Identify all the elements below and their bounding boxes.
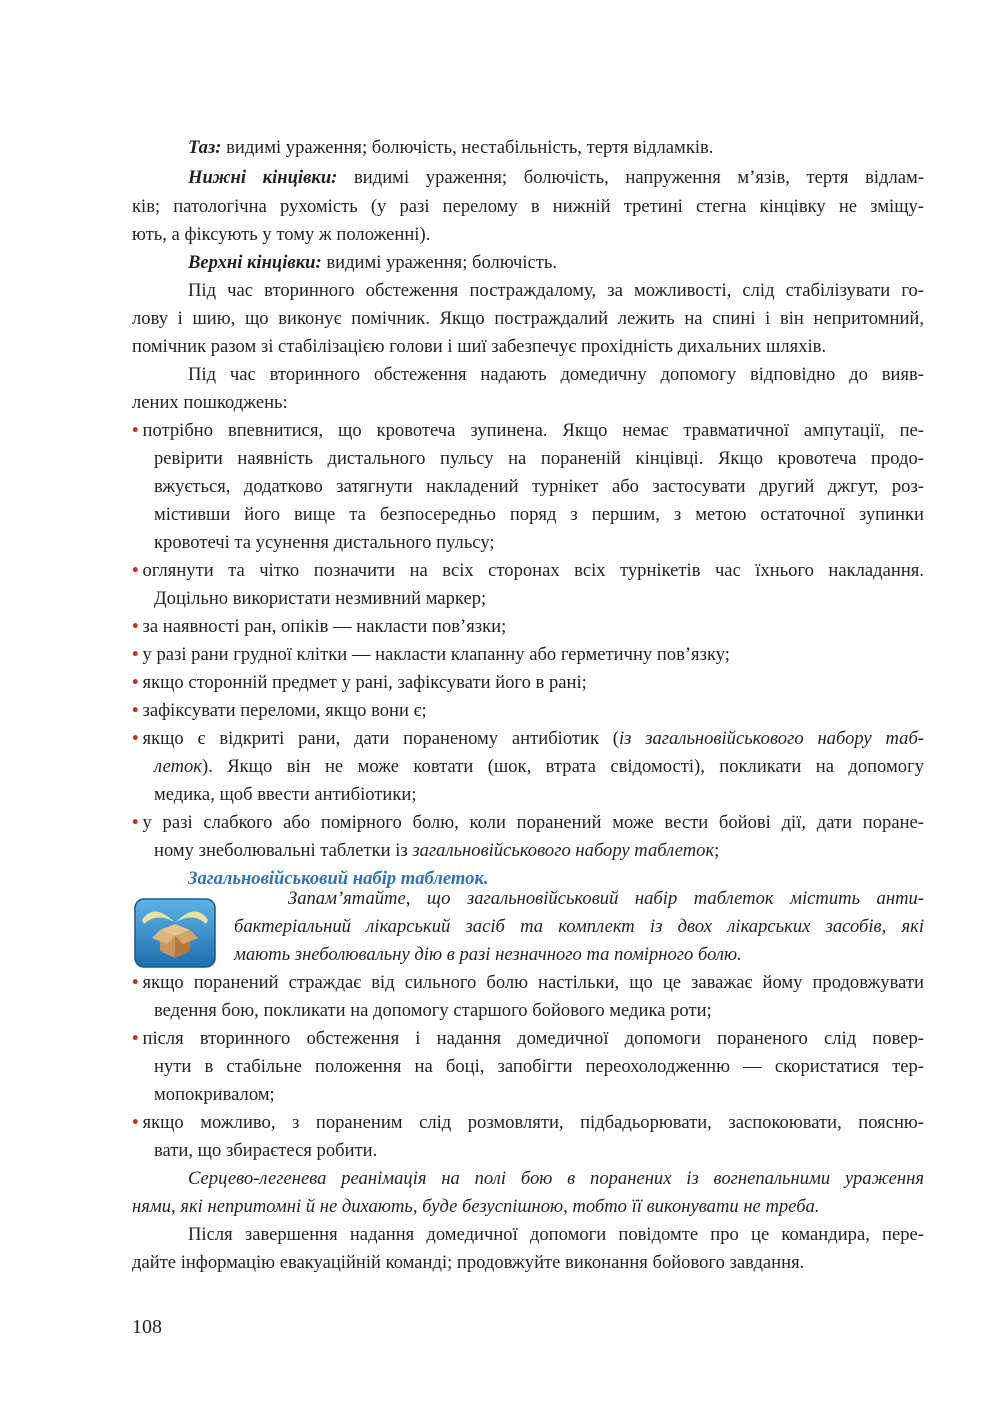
list-item-continuation: кровотечі та усунення дистального пульсу; — [154, 532, 495, 553]
bullet-icon: • — [132, 700, 139, 721]
section-heading: Загальновійськовий набір таблеток. — [188, 868, 489, 889]
note-line: Запам’ятайте, що загальновійськовий набір таблеток містить анти- — [288, 888, 924, 909]
list-item-continuation: ревірити наявність дистального пульсу на пораненій кінцівці. Якщо кровотеча продо- — [154, 448, 924, 469]
paragraph-line: дайте інформацію евакуаційній команді; продовжуйте виконання бойового завдання. — [132, 1252, 805, 1273]
upper-limbs-term: Верхні кінцівки: — [188, 252, 322, 273]
lower-limbs-text: видимі ураження; болючість, напруження м’язів, тертя відлам- — [337, 167, 924, 188]
list-item: • потрібно впевнитися, що кровотеча зупинена. Якщо немає травматичної ампутації, пе- — [132, 420, 924, 441]
bullet-icon: • — [132, 420, 139, 441]
bullet-icon: • — [132, 972, 139, 993]
list-item-continuation: леток). Якщо він не може ковтати (шок, втрата свідомості), покликати на допомогу — [154, 756, 924, 777]
list-item-continuation: містивши його вище та безпосередньо поряд з першим, з метою остаточної зупинки — [154, 504, 924, 525]
list-item-continuation: ведення бою, покликати на допомогу старшого бойового медика роти; — [154, 1000, 712, 1021]
list-item: • якщо можливо, з пораненим слід розмовляти, підбадьорювати, заспокоювати, поясню- — [132, 1112, 924, 1133]
list-item: • оглянути та чітко позначити на всіх сторонах всіх турнікетів час їхнього накладання. — [132, 560, 924, 581]
bullet-icon: • — [132, 812, 139, 833]
note-line: мають знеболювальну дію в разі незначного та помірного болю. — [234, 944, 742, 965]
list-item-continuation: мопокривалом; — [154, 1084, 275, 1105]
paragraph-line: Під час вторинного обстеження надають домедичну допомогу відповідно до вияв- — [188, 364, 924, 385]
cpr-note-line: нями, які непритомні й не дихають, буде безуспішною, тобто її виконувати не треба. — [132, 1196, 820, 1217]
cpr-note-line: Серцево-легенева реанімація на полі бою в поранених із вогнепальними ураження — [188, 1168, 924, 1189]
list-item-continuation: ному знеболювальні таблетки із загальновійськового набору таблеток; — [154, 840, 720, 861]
paragraph-line: лених пошкоджень: — [132, 392, 288, 413]
note-line: бактеріальний лікарський засіб та комплект із двох лікарських засобів, які — [234, 916, 924, 937]
bullet-icon: • — [132, 1028, 139, 1049]
pelvis-text: видимі ураження; болючість, нестабільність, тертя відламків. — [221, 137, 714, 158]
lower-limbs-line — [188, 165, 924, 191]
bullet-icon: • — [132, 1112, 139, 1133]
bullet-icon: • — [132, 560, 139, 581]
paragraph-line: Після завершення надання домедичної допомоги повідомте про це командира, пере- — [188, 1224, 924, 1245]
pelvis-line — [188, 135, 980, 161]
bullet-icon: • — [132, 728, 139, 749]
list-item-continuation: вати, що збираєтеся робити. — [154, 1140, 378, 1161]
paragraph-line: Під час вторинного обстеження постраждалому, за можливості, слід стабілізувати го- — [188, 280, 924, 301]
list-item: • у разі рани грудної клітки — накласти клапанну або герметичну пов’язку; — [132, 644, 730, 665]
bullet-icon: • — [132, 644, 139, 665]
list-item: • якщо є відкриті рани, дати пораненому антибіотик (із загальновійськового набору таб- — [132, 728, 924, 749]
paragraph-line: ків; патологічна рухомість (у разі перелому в нижній третині стегна кінцівку не зміщу- — [132, 196, 924, 217]
list-item: • якщо поранений страждає від сильного болю настільки, що це заважає йому продовжувати — [132, 972, 924, 993]
bullet-icon: • — [132, 616, 139, 637]
pelvis-term: Таз: — [188, 137, 222, 158]
upper-limbs-text: видимі ураження; болючість. — [321, 252, 558, 273]
list-item: • за наявності ран, опіків — накласти пов’язки; — [132, 616, 507, 637]
list-item-continuation: медика, щоб ввести антибіотики; — [154, 784, 417, 805]
paragraph-line: лову і шию, що виконує помічник. Якщо постраждалий лежить на спині і він непритомний, — [132, 308, 924, 329]
bullet-icon: • — [132, 672, 139, 693]
list-item: • якщо сторонній предмет у рані, зафіксувати його в рані; — [132, 672, 587, 693]
list-item-continuation: Доцільно використати незмивний маркер; — [154, 588, 487, 609]
list-item-continuation: вжується, додатково затягнути накладений турнікет або застосувати другий джгут, роз- — [154, 476, 924, 497]
open-box-with-wings-icon — [134, 898, 216, 968]
paragraph-line: помічник разом зі стабілізацією голови і шиї забезпечує прохідність дихальних шляхів. — [132, 336, 827, 357]
list-item: • зафіксувати переломи, якщо вони є; — [132, 700, 427, 721]
upper-limbs-line — [188, 250, 980, 276]
page-number: 108 — [132, 1316, 162, 1338]
lower-limbs-term: Нижні кінцівки: — [188, 167, 338, 188]
list-item: • у разі слабкого або помірного болю, коли поранений може вести бойові дії, дати поране- — [132, 812, 924, 833]
list-item-continuation: нути в стабільне положення на боці, запобігти переохолодженню — скористатися тер- — [154, 1056, 924, 1077]
list-item: • після вторинного обстеження і надання домедичної допомоги пораненого слід повер- — [132, 1028, 924, 1049]
paragraph-line: ють, а фіксують у тому ж положенні). — [132, 224, 431, 245]
